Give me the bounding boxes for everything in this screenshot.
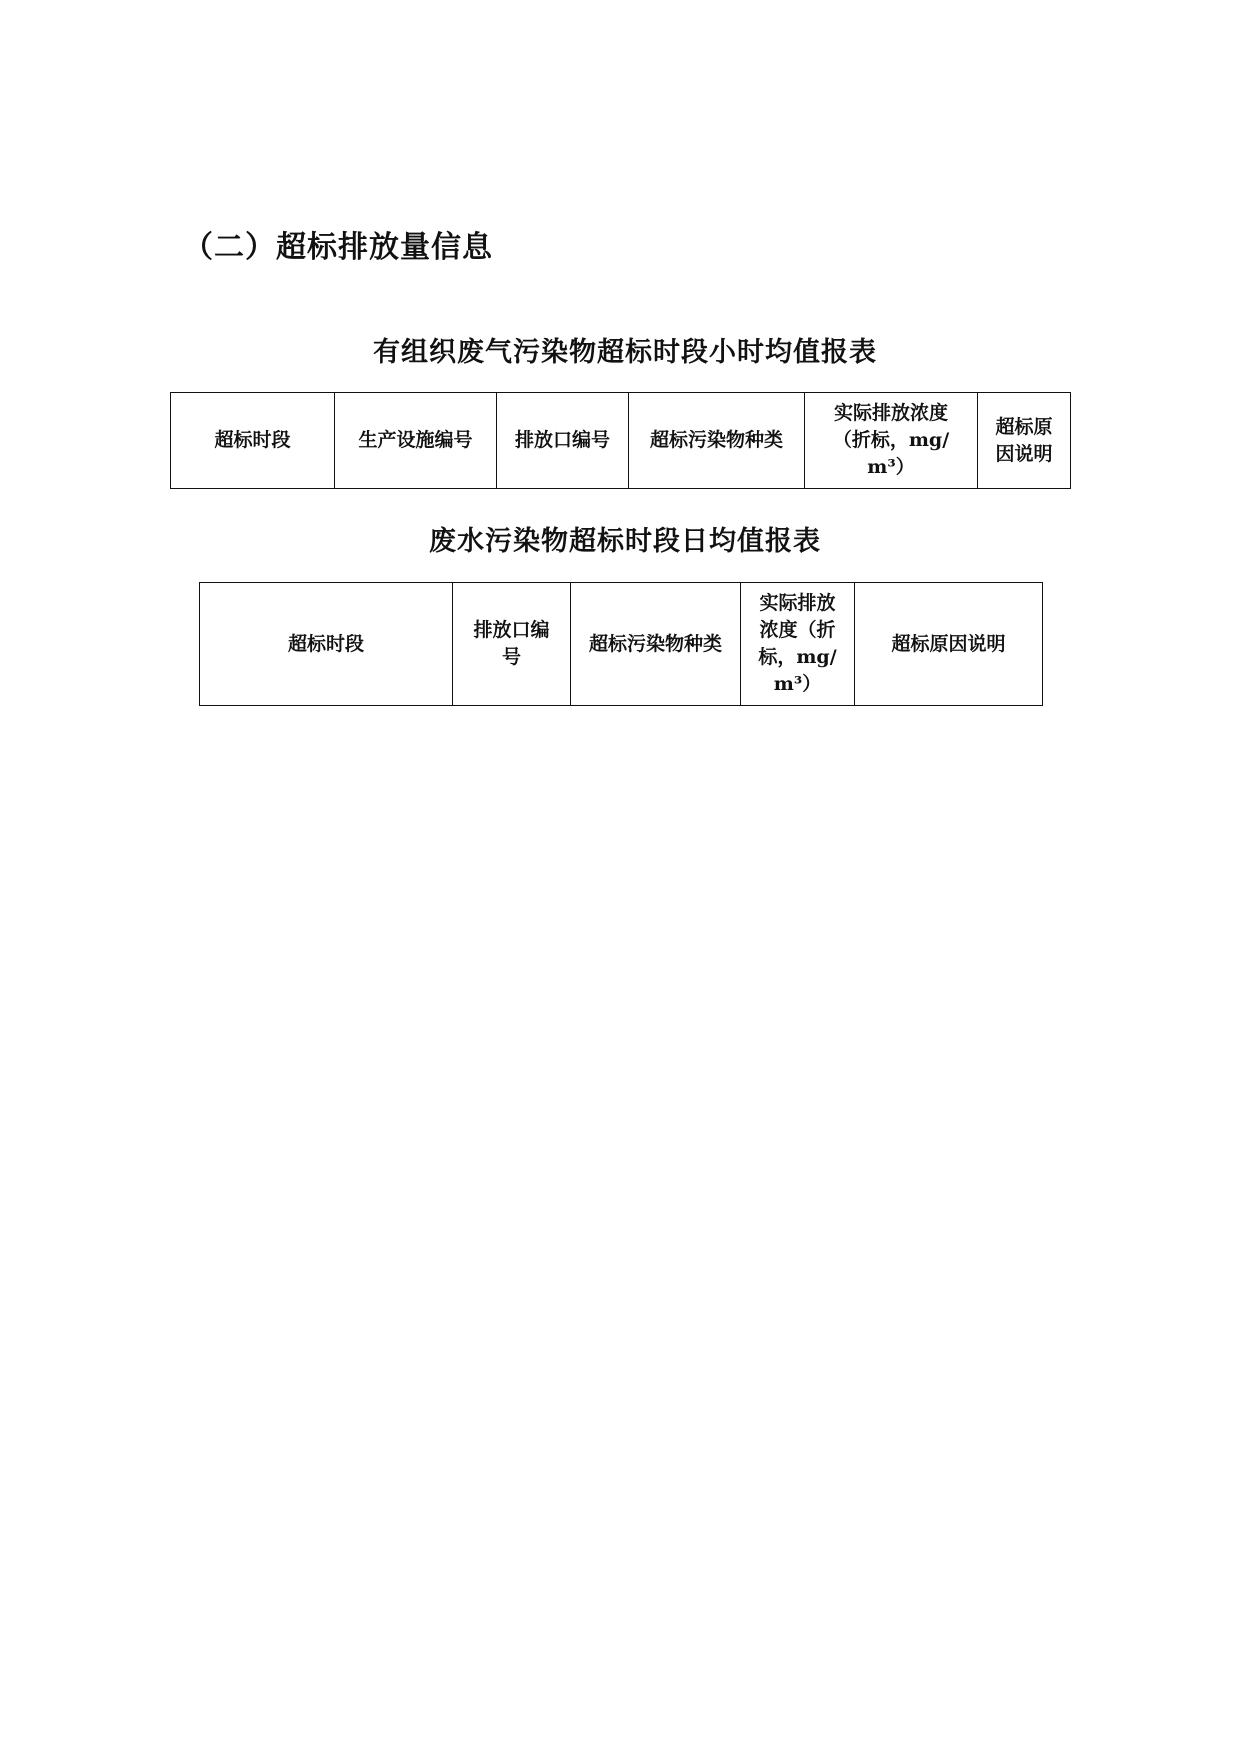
table1-title: 有组织废气污染物超标时段小时均值报表: [373, 337, 877, 368]
table2-title: 废水污染物超标时段日均值报表: [429, 526, 821, 557]
header-exceed-reason: 超标原因说明: [978, 393, 1071, 489]
header-exceed-reason: 超标原因说明: [855, 583, 1043, 706]
header-facility-number: 生产设施编号: [335, 393, 497, 489]
header-exceed-period: 超标时段: [200, 583, 453, 706]
table-header-row: [171, 393, 1071, 489]
organized-exhaust-gas-table: [170, 392, 1071, 489]
table-header-row: [200, 583, 1043, 706]
header-outlet-number: 排放口编号: [497, 393, 629, 489]
header-exceed-period: 超标时段: [171, 393, 335, 489]
header-pollutant-type: 超标污染物种类: [571, 583, 741, 706]
wastewater-table: [199, 582, 1043, 706]
header-actual-concentration: 实际排放浓度（折标，mg/m³）: [741, 583, 855, 706]
header-pollutant-type: 超标污染物种类: [629, 393, 805, 489]
section-title: （二）超标排放量信息: [183, 230, 493, 265]
header-outlet-number: 排放口编号: [453, 583, 571, 706]
header-actual-concentration: 实际排放浓度（折标，mg/m³）: [805, 393, 978, 489]
